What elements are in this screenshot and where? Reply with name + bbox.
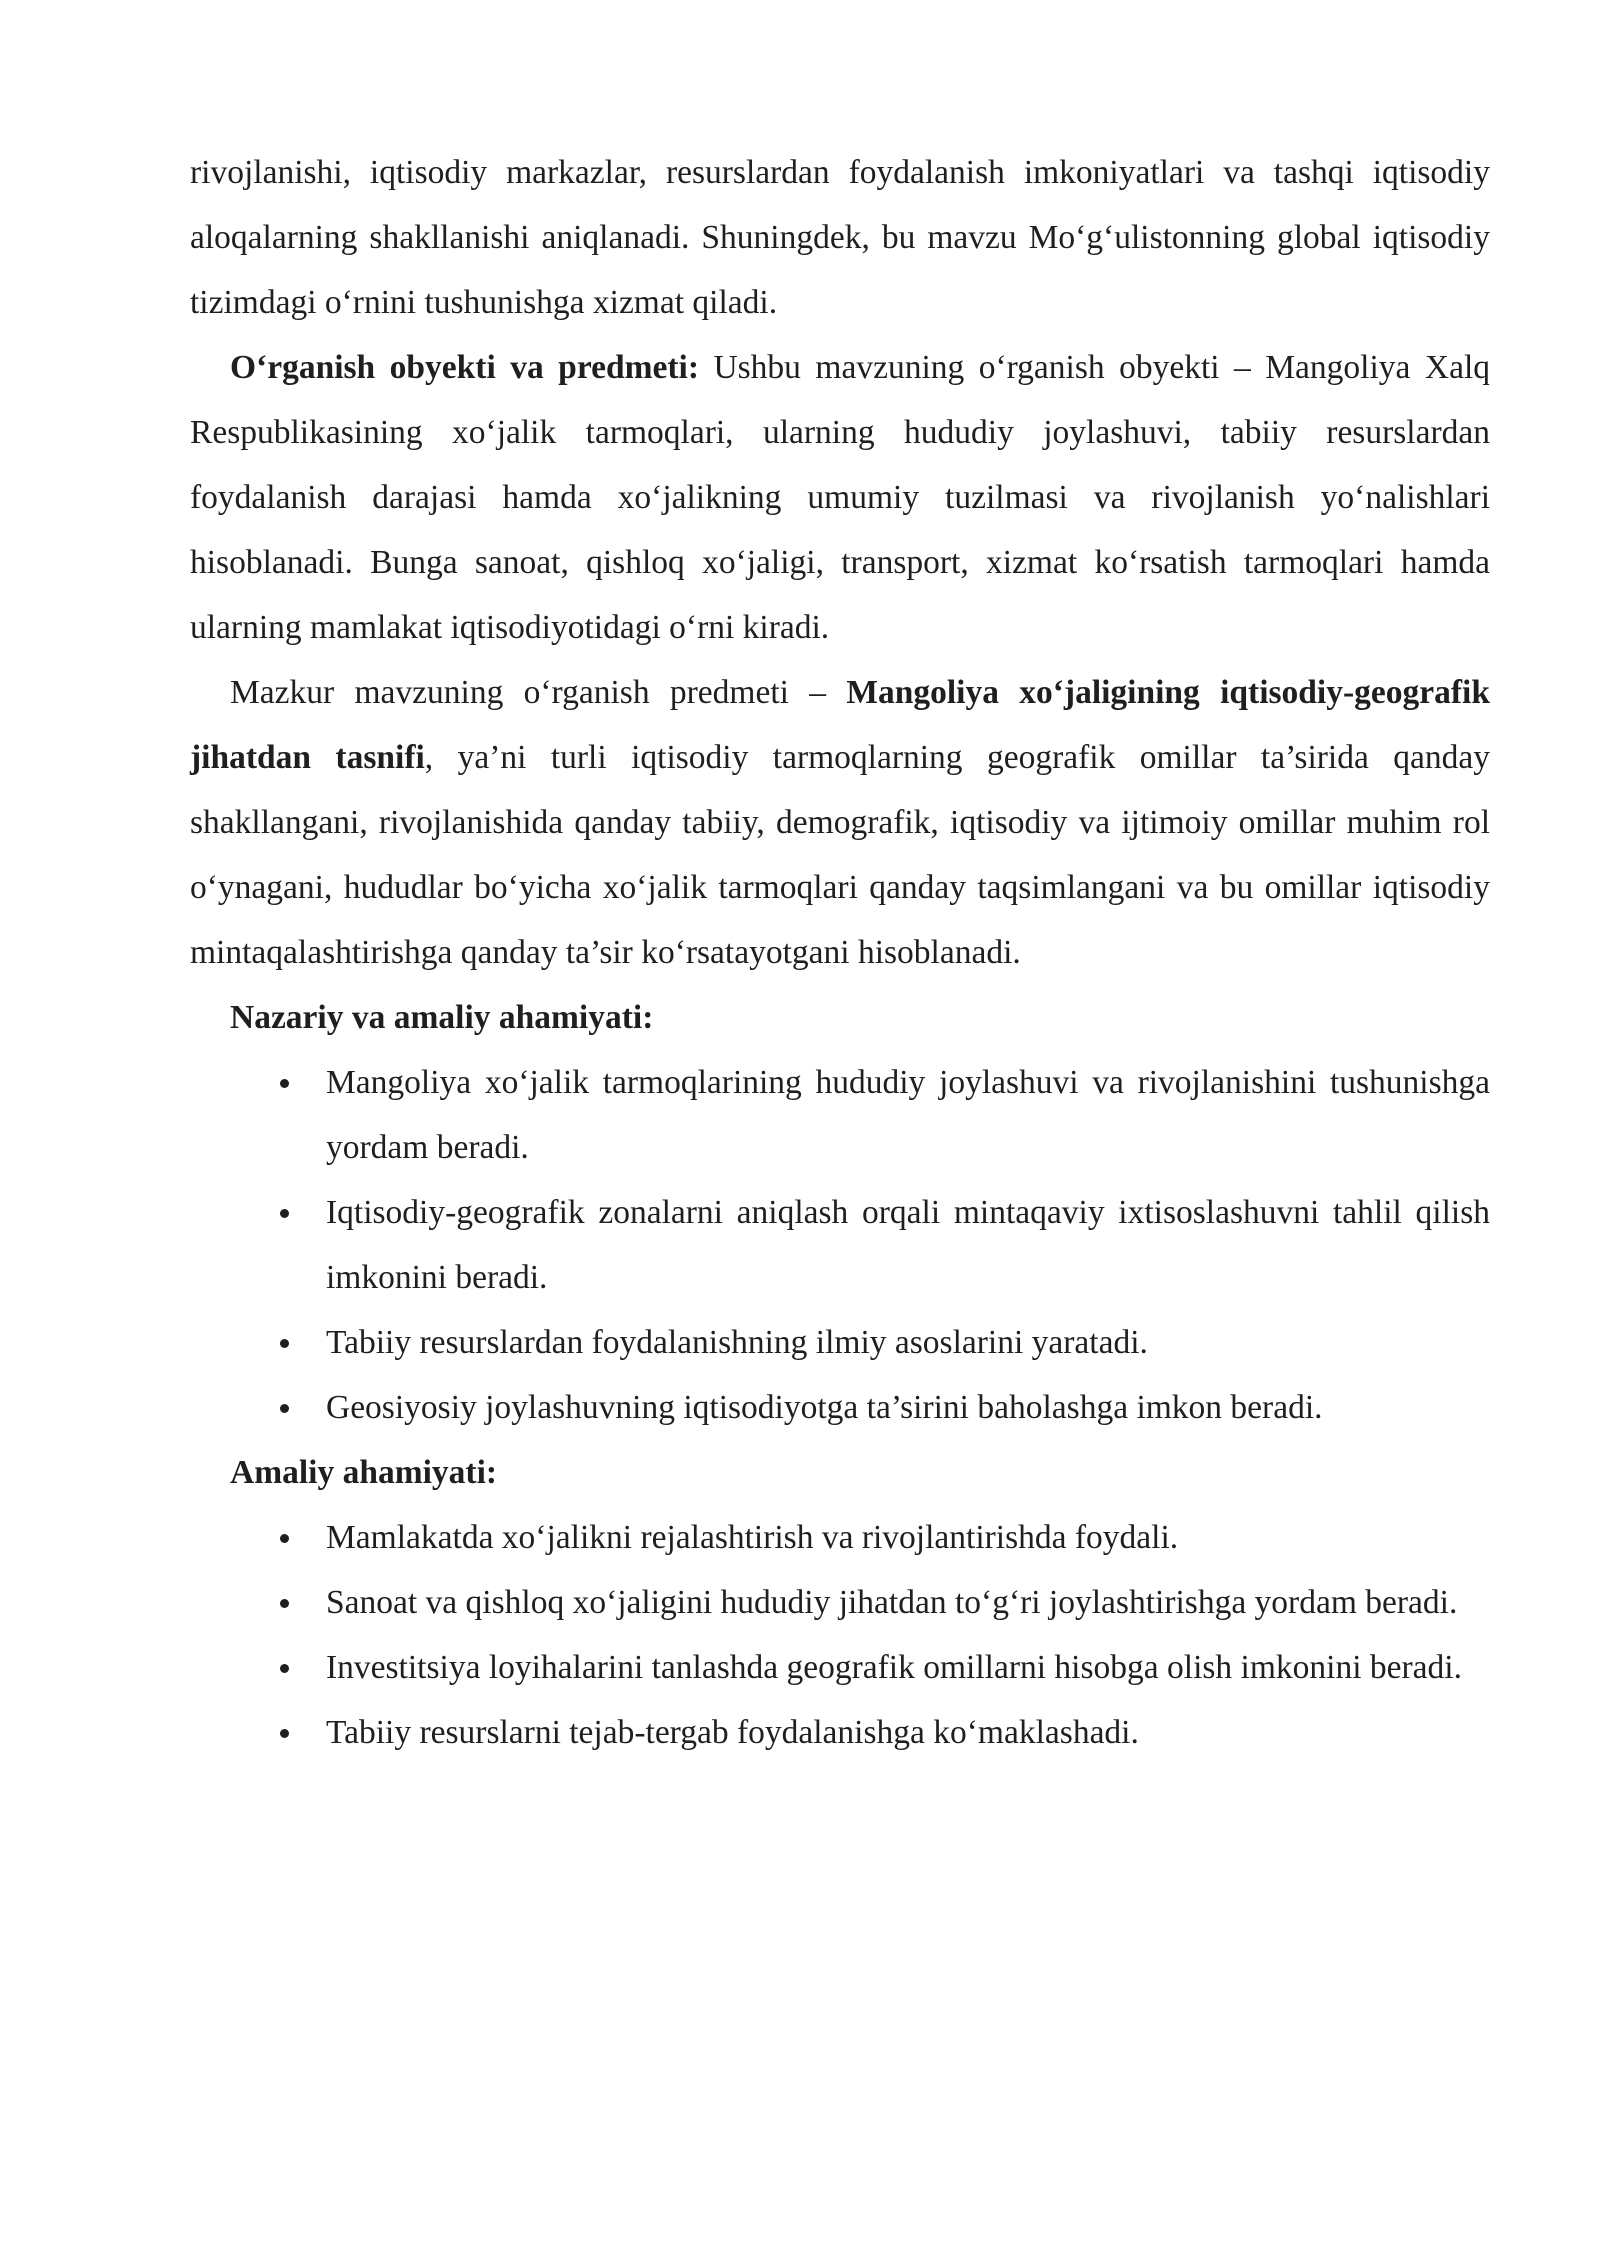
object-label: O‘rganish obyekti va predmeti: [230, 349, 699, 386]
intro-paragraph: rivojlanishi, iqtisodiy markazlar, resurslardan foydalanish imkoniyatlari va tashqi iqtisodiy aloqalarning shakllanishi aniqlanadi. Shuningdek, bu mavzu Mo‘g‘ulistonning global iqtisodiy tizimdagi o‘rnini tushunishga xizmat qiladi. [190, 154, 1490, 321]
theory-heading: Nazariy va amaliy ahamiyati: [230, 999, 654, 1036]
bullet-icon [280, 1599, 289, 1608]
theory-list [190, 1050, 1490, 1440]
practical-list [190, 1505, 1490, 1765]
list-item [326, 1700, 1490, 1765]
list-item-text: Investitsiya loyihalarini tanlashda geografik omillarni hisobga olish imkonini beradi. [326, 1649, 1462, 1686]
document-page [190, 140, 1490, 1765]
list-item [326, 1505, 1490, 1570]
list-item-text: Tabiiy resurslarni tejab-tergab foydalanishga ko‘maklashadi. [326, 1714, 1139, 1751]
subject-text-before: Mazkur mavzuning o‘rganish predmeti – [230, 674, 847, 711]
bullet-icon [280, 1339, 289, 1348]
bullet-icon [280, 1079, 289, 1088]
list-item [326, 1050, 1490, 1180]
list-item [326, 1635, 1490, 1700]
list-item-text: Tabiiy resurslardan foydalanishning ilmiy asoslarini yaratadi. [326, 1324, 1148, 1361]
bullet-icon [280, 1404, 289, 1413]
object-text: Ushbu mavzuning o‘rganish obyekti – Mangoliya Xalq Respublikasining xo‘jalik tarmoqlari, ularning hududiy joylashuvi, tabiiy resurslardan foydalanish darajasi hamda xo‘jalikning umumiy tuzilmasi va rivojlanish yo‘nalishlari hisoblanadi. Bunga sanoat, qishloq xo‘jaligi, transport, xizmat ko‘rsatish tarmoqlari hamda ularning mamlakat iqtisodiyotidagi o‘rni kiradi. [190, 349, 1490, 646]
bullet-icon [280, 1209, 289, 1218]
list-item-text: Iqtisodiy-geografik zonalarni aniqlash orqali mintaqaviy ixtisoslashuvni tahlil qilish imkonini beradi. [326, 1194, 1490, 1296]
subject-text-after: , ya’ni turli iqtisodiy tarmoqlarning geografik omillar ta’sirida qanday shakllangani, rivojlanishida qanday tabiiy, demografik, iqtisodiy va ijtimoiy omillar muhim rol o‘ynagani, hududlar bo‘yicha xo‘jalik tarmoqlari qanday taqsimlangani va bu omillar iqtisodiy mintaqalashtirishga qanday ta’sir ko‘rsatayotgani hisoblanadi. [190, 739, 1490, 971]
list-item [326, 1570, 1490, 1635]
list-item-text: Mamlakatda xo‘jalikni rejalashtirish va rivojlantirishda foydali. [326, 1519, 1179, 1556]
list-item-text: Geosiyosiy joylashuvning iqtisodiyotga ta’sirini baholashga imkon beradi. [326, 1389, 1323, 1426]
list-item [326, 1180, 1490, 1310]
subject-bold-term: Mangoliya xo‘jaligining iqtisodiy-geografik jihatdan tasnifi [190, 674, 1490, 776]
list-item-text: Mangoliya xo‘jalik tarmoqlarining hududiy joylashuvi va rivojlanishini tushunishga yordam beradi. [326, 1064, 1490, 1166]
practical-heading: Amaliy ahamiyati: [230, 1454, 498, 1491]
object-paragraph [190, 335, 1490, 660]
list-item-text: Sanoat va qishloq xo‘jaligini hududiy jihatdan to‘g‘ri joylashtirishga yordam beradi. [326, 1584, 1458, 1621]
bullet-icon [280, 1729, 289, 1738]
bullet-icon [280, 1534, 289, 1543]
bullet-icon [280, 1664, 289, 1673]
list-item [326, 1310, 1490, 1375]
subject-paragraph [190, 660, 1490, 985]
list-item [326, 1375, 1490, 1440]
